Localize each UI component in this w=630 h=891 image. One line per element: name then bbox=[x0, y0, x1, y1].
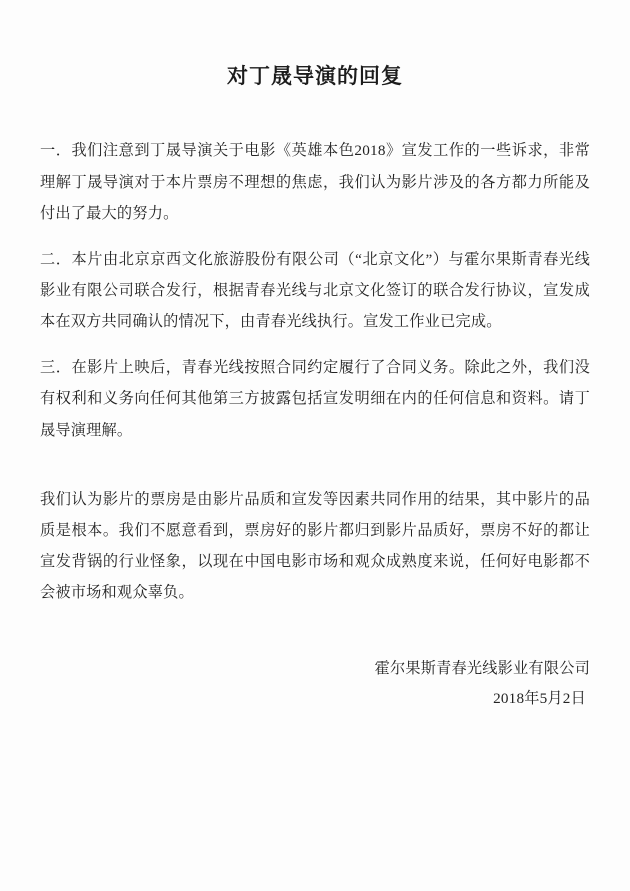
paragraph-one: 一．我们注意到丁晟导演关于电影《英雄本色2018》宣发工作的一些诉求，非常理解丁晟导演对于本片票房不理想的焦虑，我们认为影片涉及的各方都力所能及付出了最大的努力。 bbox=[40, 142, 590, 222]
signature-company: 霍尔果斯青春光线影业有限公司 bbox=[374, 660, 590, 678]
closing-paragraph: 我们认为影片的票房是由影片品质和宣发等因素共同作用的结果，其中影片的品质是根本。我们不愿意看到，票房好的影片都归到影片品质好，票房不好的都让宣发背锅的行业怪象，以现在中国电影市场和观众成熟度来说，任何好电影都不会被市场和观众辜负。 bbox=[40, 490, 590, 602]
paragraph-three: 三．在影片上映后，青春光线按照合同约定履行了合同义务。除此之外，我们没有权利和义务向任何其他第三方披露包括宣发明细在内的任何信息和资料。请丁晟导演理解。 bbox=[40, 359, 590, 439]
signature-date: 2018年5月2日 bbox=[493, 690, 586, 708]
signature-block bbox=[40, 654, 590, 713]
page-title: 对丁晟导演的回复 bbox=[227, 64, 403, 88]
document-body bbox=[40, 135, 590, 608]
paragraph-two: 二．本片由北京京西文化旅游股份有限公司（“北京文化”）与霍尔果斯青春光线影业有限公司联合发行，根据青春光线与北京文化签订的联合发行协议，宣发成本在双方共同确认的情况下，由青春光线执行。宣发工作业已完成。 bbox=[40, 250, 590, 331]
